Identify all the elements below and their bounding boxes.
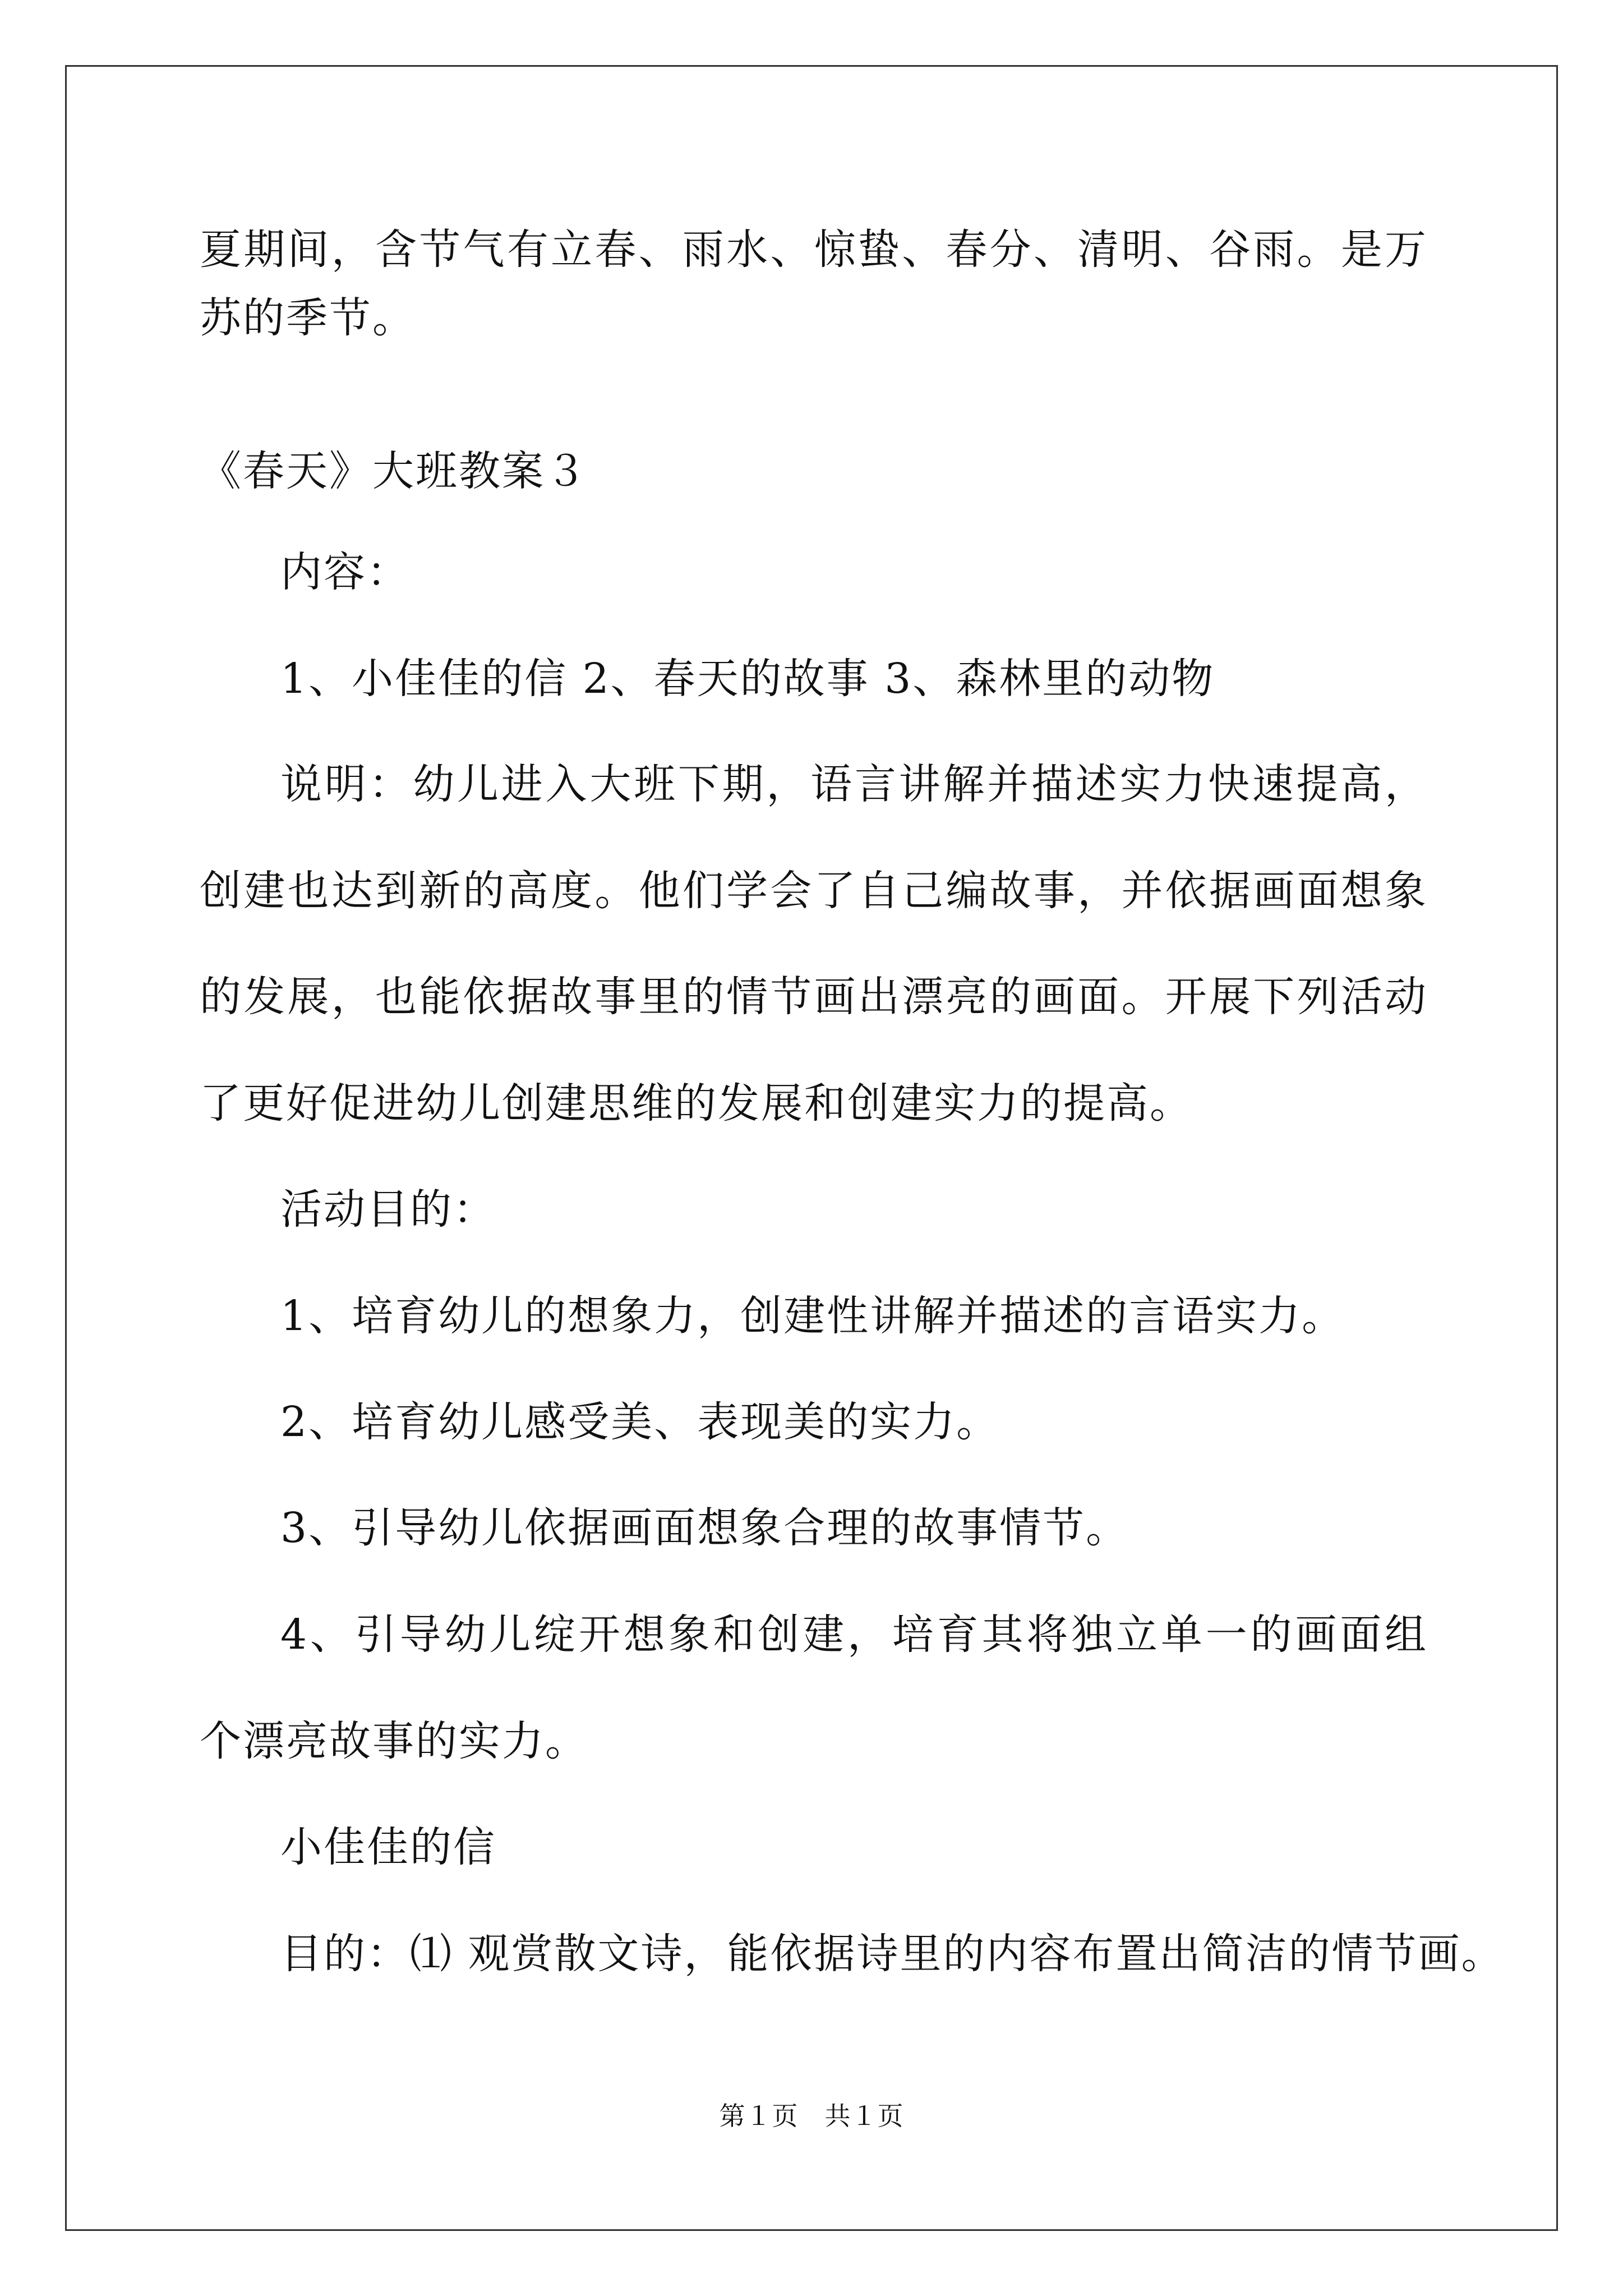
paragraph-line: 了更好促进幼儿创建思维的发展和创建实力的提高。 — [200, 1079, 1193, 1128]
paragraph-line: 说明：幼儿进入大班下期，语言讲解并描述实力快速提高， — [280, 760, 1428, 808]
page-footer: 第１页 共１页 — [719, 2101, 904, 2131]
list-item: 1、小佳佳的信 2、春天的故事 3、森林里的动物 — [280, 655, 1215, 703]
paragraph-line: 的发展，也能依据故事里的情节画出漂亮的画面。开展下列活动 — [200, 973, 1428, 1021]
list-item: 4、引导幼儿绽开想象和创建，培育其将独立单一的画面组 — [280, 1611, 1428, 1659]
paragraph-line: 苏的季节。 — [200, 294, 416, 342]
paragraph-line: 个漂亮故事的实力。 — [200, 1717, 588, 1765]
list-item: 1、培育幼儿的想象力，创建性讲解并描述的言语实力。 — [280, 1292, 1345, 1340]
list-item: 2、培育幼儿感受美、表现美的实力。 — [280, 1398, 1000, 1446]
subheading-goals: 活动目的： — [280, 1185, 496, 1234]
paragraph-line: 夏期间，含节气有立春、雨水、惊蛰、春分、清明、谷雨。是万 — [200, 226, 1428, 274]
paragraph-line: 目的：⑴ 观赏散文诗，能依据诗里的内容布置出简洁的情节画。 — [280, 1930, 1505, 1978]
section-heading: 《春天》大班教案３ — [200, 447, 588, 495]
paragraph-line: 创建也达到新的高度。他们学会了自己编故事，并依据画面想象 — [200, 867, 1428, 915]
subheading-letter: 小佳佳的信 — [280, 1823, 496, 1871]
subheading-content: 内容： — [280, 548, 410, 596]
list-item: 3、引导幼儿依据画面想象合理的故事情节。 — [280, 1504, 1129, 1552]
page-border — [65, 65, 1558, 2231]
